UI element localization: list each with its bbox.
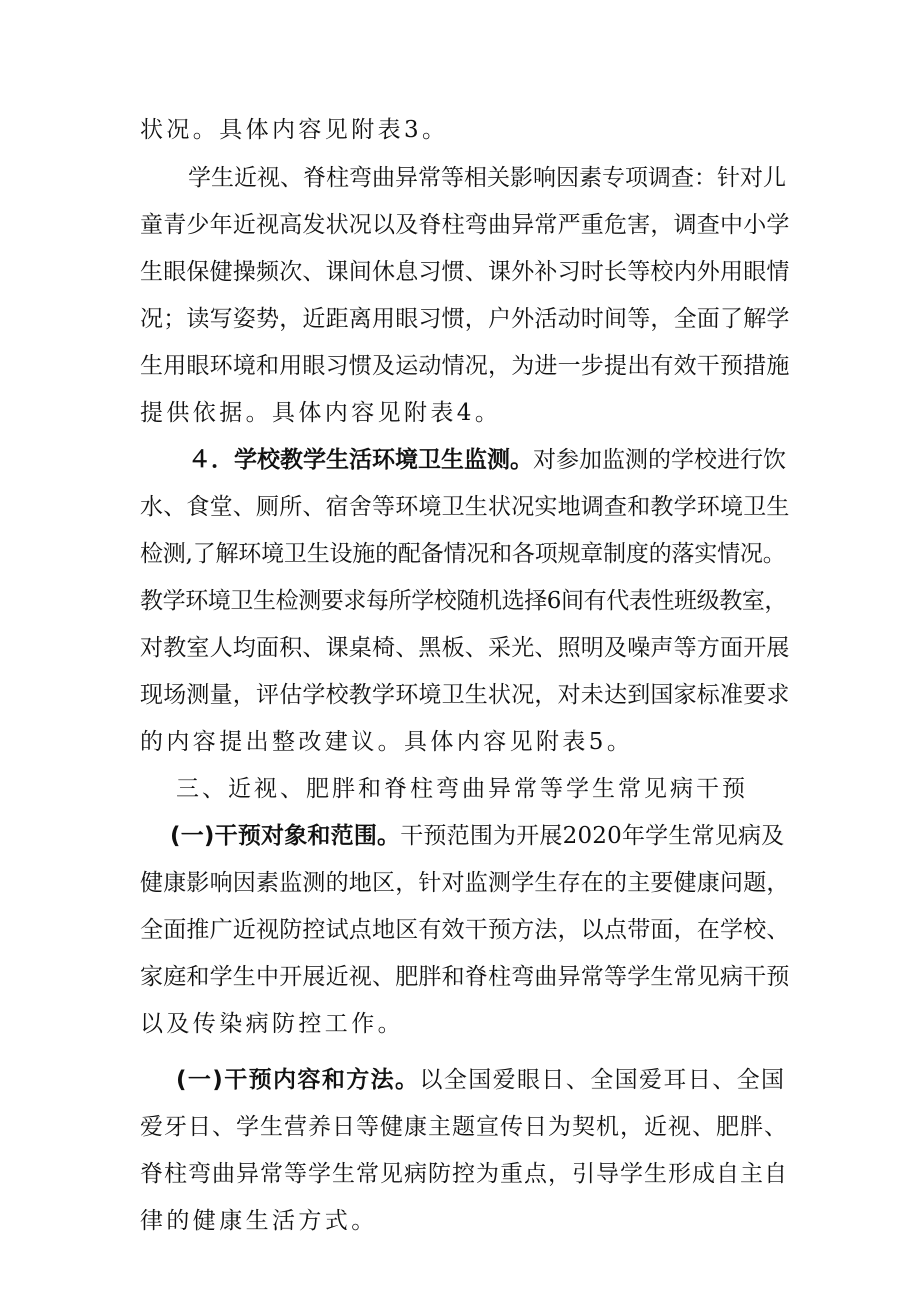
text-line: 全面推广近视防控试点地区有效干预方法，以点带面，在学校、 <box>140 917 790 943</box>
text-line: 健康影响因素监测的地区，针对监测学生存在的主要健康问题， <box>140 870 790 896</box>
section-heading: 三、近视、肥胖和脊柱弯曲异常等学生常见病干预 <box>176 776 748 802</box>
text-line: 对教室人均面积、课桌椅、黑板、采光、照明及噪声等方面开展 <box>140 635 790 661</box>
paragraph-first-line: 学生近视、脊柱弯曲异常等相关影响因素专项调查：针对儿 <box>188 165 786 191</box>
text-line: 况；读写姿势，近距离用眼习惯，户外活动时间等，全面了解学 <box>140 306 790 332</box>
section-lead: (一)干预对象和范围。 <box>170 823 401 849</box>
text-line: 生用眼环境和用眼习惯及运动情况，为进一步提出有效干预措施 <box>140 353 790 379</box>
text-line: 现场测量，评估学校教学环境卫生状况，对未达到国家标准要求 <box>140 682 790 708</box>
section-lead: (一)干预内容和方法。 <box>176 1067 420 1093</box>
paragraph-first-line: (一)干预内容和方法。以全国爱眼日、全国爱耳日、全国 <box>176 1067 786 1093</box>
text-line: 爱牙日、学生营养日等健康主题宣传日为契机，近视、肥胖、 <box>140 1114 788 1140</box>
text-line: 以及传染病防控工作。 <box>140 1011 404 1037</box>
text-line: 家庭和学生中开展近视、肥胖和脊柱弯曲异常等学生常见病干预 <box>140 964 790 990</box>
text-line: 水、食堂、厕所、宿舍等环境卫生状况实地调查和教学环境卫生 <box>140 494 790 520</box>
text-line: 脊柱弯曲异常等学生常见病防控为重点，引导学生形成自主自 <box>140 1161 788 1187</box>
section-lead: ４．学校教学生活环境卫生监测。 <box>188 447 533 473</box>
text-line: 检测,了解环境卫生设施的配备情况和各项规章制度的落实情况。 <box>140 541 786 567</box>
text-line: 的内容提出整改建议。具体内容见附表5。 <box>140 729 634 755</box>
text-line: 生眼保健操频次、课间休息习惯、课外补习时长等校内外用眼情 <box>140 259 790 285</box>
paragraph-first-line: (一)干预对象和范围。干预范围为开展2020年学生常见病及 <box>170 823 785 849</box>
paragraph-first-line: ４．学校教学生活环境卫生监测。对参加监测的学校进行饮 <box>188 447 786 473</box>
text-line: 童青少年近视高发状况以及脊柱弯曲异常严重危害，调查中小学 <box>140 212 790 238</box>
text-line: 提供依据。具体内容见附表4。 <box>140 400 502 426</box>
text-line: 律的健康生活方式。 <box>140 1208 378 1234</box>
text-line: 教学环境卫生检测要求每所学校随机选择6间有代表性班级教室， <box>140 588 788 614</box>
text-line: 状况。具体内容见附表3。 <box>140 117 449 143</box>
